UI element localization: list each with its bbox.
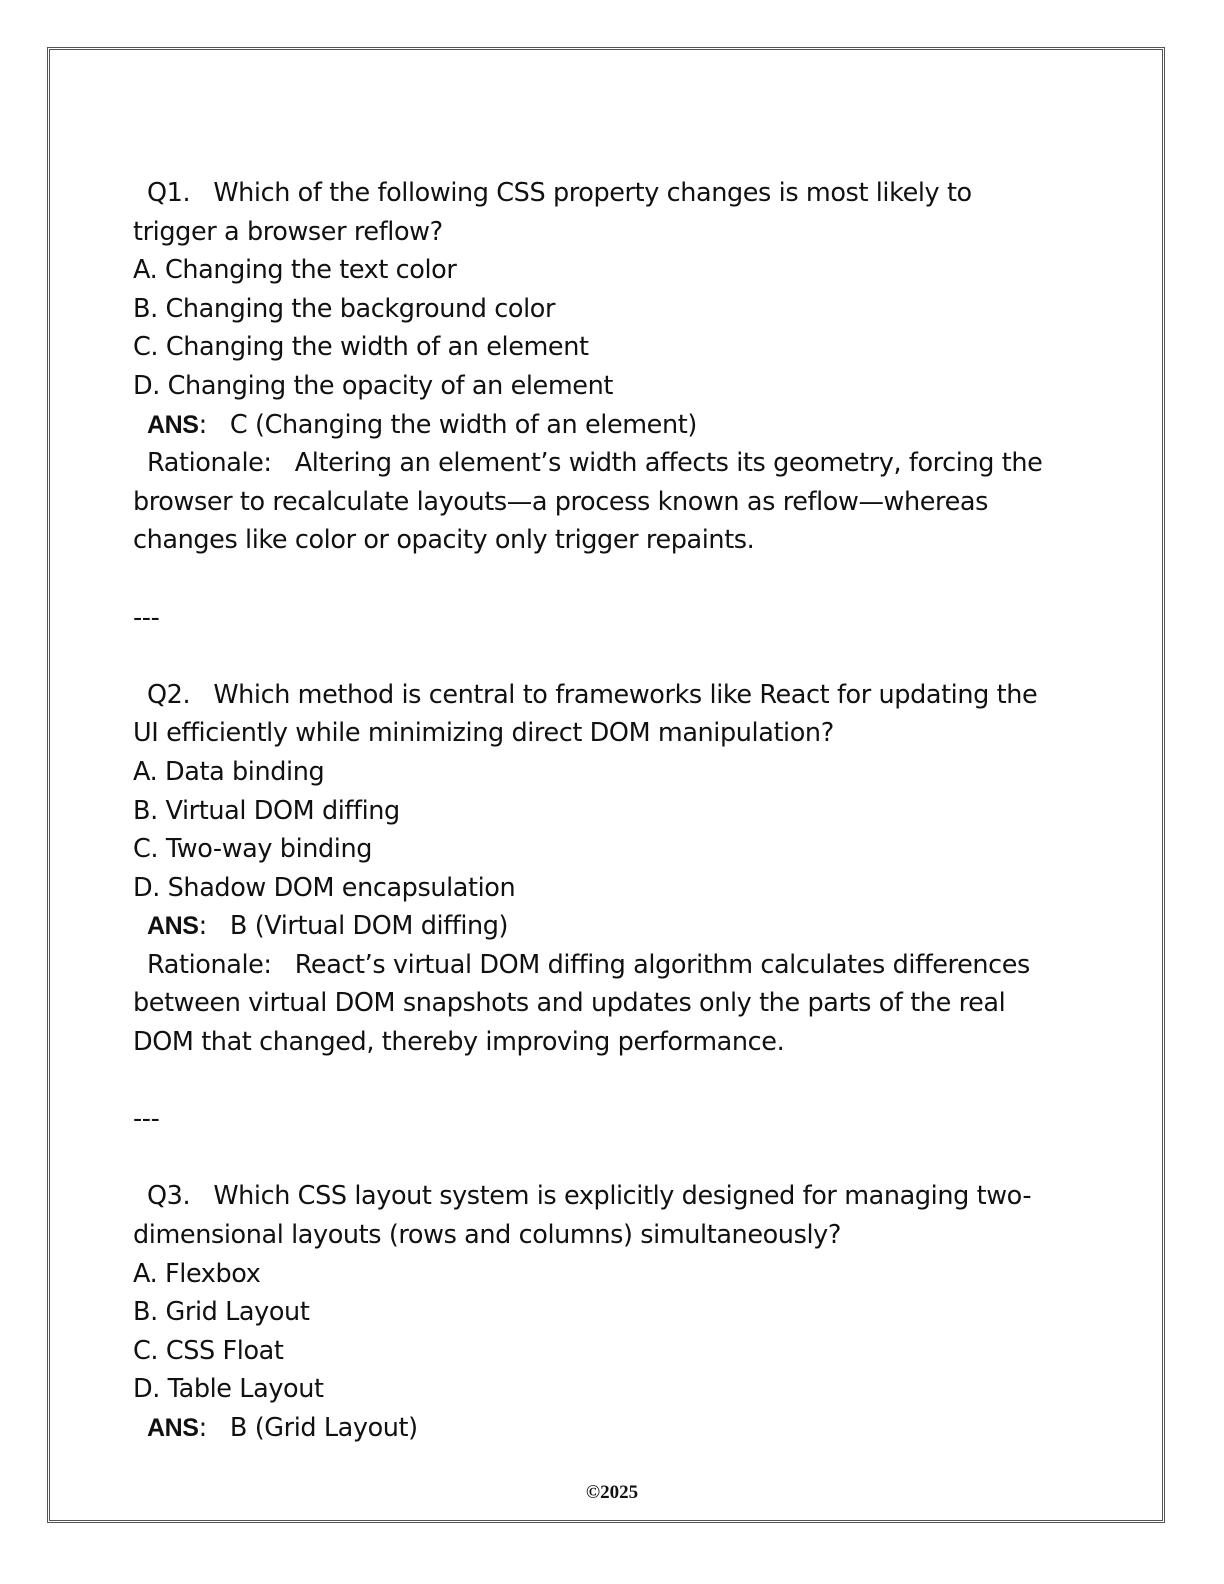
option-c: C. CSS Float xyxy=(133,1335,284,1366)
blank-line xyxy=(133,560,1093,599)
rationale-line: Rationale: React’s virtual DOM diffing algorithm calculates differences xyxy=(147,949,1030,980)
separator: --- xyxy=(133,602,160,633)
option-b: B. Virtual DOM diffing xyxy=(133,795,400,826)
footer-copyright: ©2025 xyxy=(585,1482,639,1503)
option-d: D. Changing the opacity of an element xyxy=(133,370,613,401)
answer-label: ANS xyxy=(147,1414,199,1442)
option-b: B. Changing the background color xyxy=(133,293,556,324)
answer-line: ANS: B (Grid Layout) xyxy=(147,1413,418,1443)
answer-line: ANS: B (Virtual DOM diffing) xyxy=(147,911,509,942)
blank-line xyxy=(133,637,1093,676)
option-a: A. Data binding xyxy=(133,756,325,787)
rationale-line: Rationale: Altering an element’s width affects its geometry, forcing the xyxy=(147,448,1043,479)
rationale-text: DOM that changed, thereby improving performance. xyxy=(133,1027,785,1058)
document-body xyxy=(133,174,1093,1448)
question-text: Q1. Which of the following CSS property changes is most likely to xyxy=(147,178,972,208)
option-b: B. Grid Layout xyxy=(133,1297,310,1328)
answer-label: ANS xyxy=(147,912,199,941)
option-d: D. Table Layout xyxy=(133,1374,324,1405)
question-number: Q2. xyxy=(147,679,191,710)
question-block-q3 xyxy=(133,1177,1093,1447)
blank-line xyxy=(133,1139,1093,1178)
option-d: D. Shadow DOM encapsulation xyxy=(133,872,516,903)
question-block-q2 xyxy=(133,676,1093,1062)
rationale-text: between virtual DOM snapshots and updates only the parts of the real xyxy=(133,988,1006,1019)
answer-text: B (Grid Layout) xyxy=(229,1413,418,1443)
answer-label: ANS xyxy=(147,410,199,439)
option-c: C. Changing the width of an element xyxy=(133,332,589,363)
answer-text: C (Changing the width of an element) xyxy=(229,409,697,440)
question-number: Q1. xyxy=(147,178,191,208)
rationale-text: browser to recalculate layouts—a process known as reflow—whereas xyxy=(133,486,988,517)
rationale-label: Rationale: xyxy=(147,448,272,479)
question-text-continued: dimensional layouts (rows and columns) simultaneously? xyxy=(133,1220,841,1251)
answer-line: ANS: C (Changing the width of an element) xyxy=(147,409,697,440)
question-text-continued: UI efficiently while minimizing direct DOM manipulation? xyxy=(133,718,834,749)
option-a: A. Flexbox xyxy=(133,1258,261,1289)
option-c: C. Two-way binding xyxy=(133,834,373,865)
question-text: Q3. Which CSS layout system is explicitly designed for managing two- xyxy=(147,1181,1032,1212)
rationale-text: changes like color or opacity only trigger repaints. xyxy=(133,525,755,556)
question-text-continued: trigger a browser reflow? xyxy=(133,216,443,247)
answer-text: B (Virtual DOM diffing) xyxy=(229,911,509,942)
option-a: A. Changing the text color xyxy=(133,255,457,286)
question-text: Q2. Which method is central to frameworks like React for updating the xyxy=(147,679,1038,710)
separator: --- xyxy=(133,1104,160,1135)
question-block-q1 xyxy=(133,174,1093,560)
question-number: Q3. xyxy=(147,1181,191,1212)
rationale-label: Rationale: xyxy=(147,949,272,980)
blank-line xyxy=(133,1062,1093,1101)
